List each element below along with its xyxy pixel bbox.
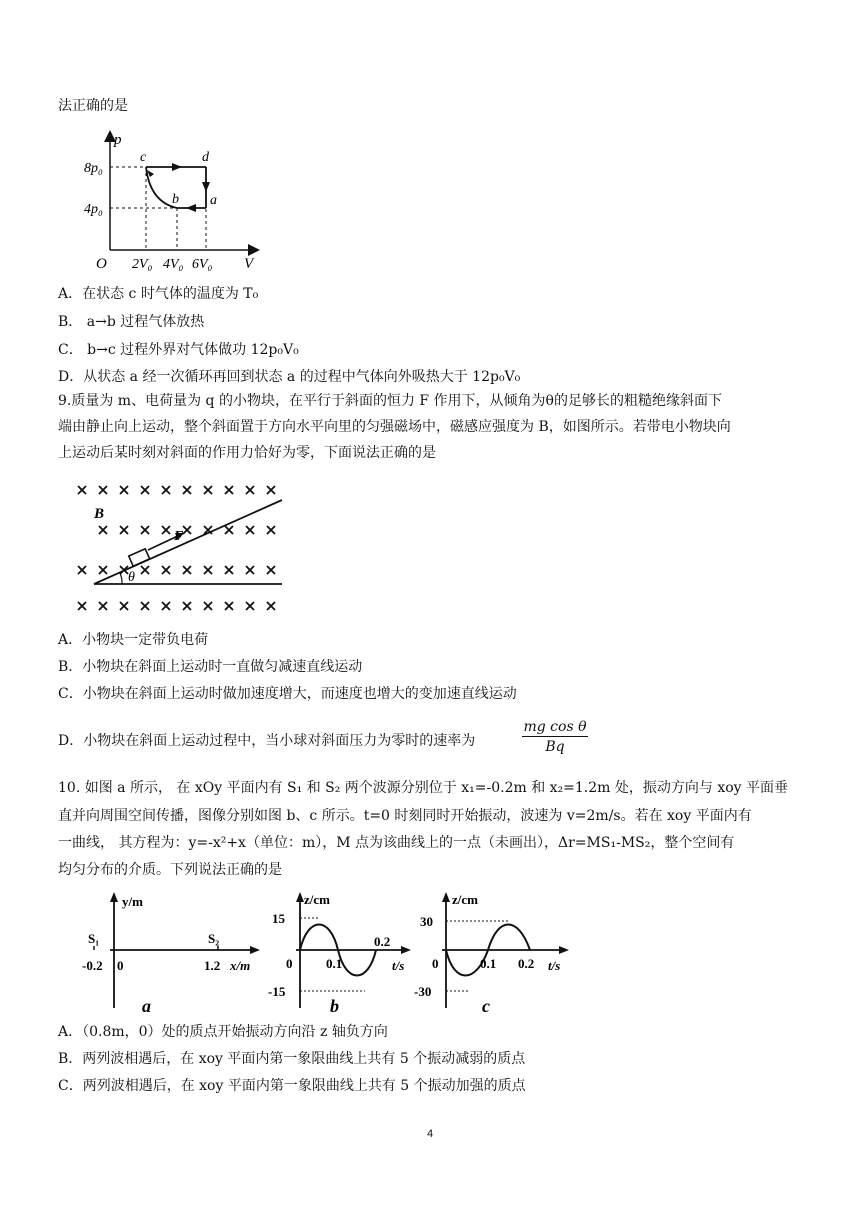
svg-text:6V₀: 6V₀: [192, 257, 213, 272]
question-10-line4: 均匀分布的介质。下列说法正确的是: [58, 862, 282, 878]
svg-text:θ: θ: [128, 570, 135, 585]
question-9-line2: 端由静止向上运动，整个斜面置于方向水平向里的匀强磁场中，磁感应强度为 B，如图所示。若带电小物块向: [58, 419, 731, 435]
svg-text:4V₀: 4V₀: [163, 257, 184, 272]
svg-text:O: O: [96, 256, 107, 272]
svg-text:a: a: [142, 996, 151, 1015]
svg-text:0.1: 0.1: [480, 956, 497, 971]
field-cross: [267, 526, 275, 534]
field-cross: [120, 602, 128, 610]
svg-text:b: b: [330, 996, 339, 1015]
svg-text:4p₀: 4p₀: [84, 202, 103, 217]
svg-text:V: V: [244, 256, 254, 272]
option-10b: B．两列波相遇后，在 xoy 平面内第一象限曲线上共有 5 个振动减弱的质点: [58, 1051, 526, 1067]
svg-text:15: 15: [272, 911, 285, 926]
field-cross: [120, 486, 128, 494]
svg-text:S₂: S₂: [208, 931, 220, 946]
field-cross: [162, 526, 170, 534]
svg-text:2V₀: 2V₀: [132, 257, 153, 272]
field-cross: [120, 526, 128, 534]
svg-text:z/cm: z/cm: [452, 892, 478, 907]
svg-text:p: p: [114, 132, 122, 148]
option-9d: D．小物块在斜面上运动过程中，当小球对斜面压力为零时的速率为: [58, 733, 476, 749]
field-cross: [141, 602, 149, 610]
svg-text:c: c: [482, 996, 490, 1015]
field-cross: [141, 486, 149, 494]
svg-text:b: b: [172, 192, 179, 207]
page-number: 4: [426, 1128, 434, 1140]
field-cross: [225, 526, 233, 534]
svg-text:0.2: 0.2: [518, 956, 535, 971]
svg-text:30: 30: [420, 914, 433, 929]
svg-text:-0.2: -0.2: [82, 958, 103, 973]
option-10c: C．两列波相遇后，在 xoy 平面内第一象限曲线上共有 5 个振动加强的质点: [58, 1078, 526, 1094]
svg-text:0: 0: [117, 958, 124, 973]
svg-text:z/cm: z/cm: [304, 892, 330, 907]
svg-text:B: B: [94, 506, 105, 522]
field-cross: [183, 566, 191, 574]
question-9-line1: 9.质量为 m、电荷量为 q 的小物块，在平行于斜面的恒力 F 作用下，从倾角为θ的足够长的粗糙绝缘斜面下: [58, 393, 722, 409]
svg-text:c: c: [140, 150, 147, 165]
svg-text:-30: -30: [414, 984, 432, 999]
field-cross: [162, 486, 170, 494]
question-10-line1: 10. 如图 a 所示， 在 xOy 平面内有 S₁ 和 S₂ 两个波源分别位于 x₁=-0.2m 和 x₂=1.2m 处，振动方向与 xoy 平面垂: [58, 780, 789, 796]
option-8c: C． b→c 过程外界对气体做功 12p₀V₀: [58, 342, 299, 358]
svg-text:a: a: [210, 193, 217, 208]
field-cross: [183, 486, 191, 494]
field-cross: [162, 602, 170, 610]
field-cross: [267, 486, 275, 494]
block: [129, 549, 150, 566]
field-cross: [78, 486, 86, 494]
field-cross: [246, 526, 254, 534]
figure-a-sources: [80, 890, 270, 1015]
svg-text:0: 0: [286, 956, 293, 971]
field-cross: [225, 486, 233, 494]
svg-text:S₁: S₁: [88, 931, 100, 946]
field-cross: [267, 602, 275, 610]
svg-text:0.1: 0.1: [326, 956, 343, 971]
field-cross: [225, 566, 233, 574]
field-cross: [204, 566, 212, 574]
svg-text:-15: -15: [268, 984, 286, 999]
option-10a: A．（0.8m，0）处的质点开始振动方向沿 z 轴负方向: [58, 1024, 388, 1040]
svg-text:d: d: [202, 150, 209, 165]
field-cross: [78, 602, 86, 610]
svg-text:t/s: t/s: [392, 958, 405, 973]
fraction-denominator: Bq: [522, 736, 588, 757]
svg-text:8p₀: 8p₀: [84, 161, 103, 176]
field-cross: [204, 602, 212, 610]
field-cross: [99, 566, 107, 574]
figure-b-wave: [268, 890, 416, 1015]
field-cross: [204, 486, 212, 494]
svg-text:1.2: 1.2: [204, 958, 221, 973]
svg-text:0: 0: [432, 956, 439, 971]
pv-diagram: [84, 130, 264, 275]
field-cross: [162, 566, 170, 574]
field-cross: [246, 486, 254, 494]
svg-text:0.2: 0.2: [374, 934, 391, 949]
field-cross: [246, 566, 254, 574]
svg-text:F: F: [174, 529, 184, 544]
field-cross: [183, 602, 191, 610]
svg-text:x/m: x/m: [230, 958, 251, 973]
question-9-line3: 上运动后某时刻对斜面的作用力恰好为零，下面说法正确的是: [58, 445, 436, 461]
question-10-line3: 一曲线， 其方程为：y=-x²+x（单位：m），M 点为该曲线上的一点（未画出），Δr=MS₁-MS₂，整个空间有: [58, 835, 735, 851]
option-8d: D．从状态 a 经一次循环再回到状态 a 的过程中气体向外吸热大于 12p₀V₀: [58, 369, 521, 385]
fraction-numerator: mg cos θ: [523, 719, 587, 735]
incline-magnetic-diagram: [70, 480, 290, 615]
option-8a: A．在状态 c 时气体的温度为 T₀: [58, 286, 259, 302]
option-9c: C．小物块在斜面上运动时做加速度增大，而速度也增大的变加速直线运动: [58, 686, 517, 702]
text-line: 法正确的是: [58, 98, 128, 114]
field-cross: [141, 526, 149, 534]
field-cross: [141, 566, 149, 574]
svg-text:t/s: t/s: [548, 958, 561, 973]
option-9b: B．小物块在斜面上运动时一直做匀减速直线运动: [58, 659, 363, 675]
fraction: [522, 718, 588, 757]
field-cross: [267, 566, 275, 574]
question-10-line2: 直并向周围空间传播，图像分别如图 b、c 所示。t=0 时刻同时开始振动，波速为 v=2m/s。若在 xoy 平面内有: [58, 808, 752, 824]
option-9a: A．小物块一定带负电荷: [58, 632, 209, 648]
field-cross: [99, 486, 107, 494]
svg-text:y/m: y/m: [122, 894, 143, 909]
option-8b: B． a→b 过程气体放热: [58, 314, 205, 330]
field-cross: [183, 526, 191, 534]
field-cross: [246, 602, 254, 610]
field-cross: [99, 602, 107, 610]
figure-c-wave: [414, 890, 576, 1015]
field-cross: [225, 602, 233, 610]
field-cross: [78, 566, 86, 574]
field-cross: [99, 526, 107, 534]
